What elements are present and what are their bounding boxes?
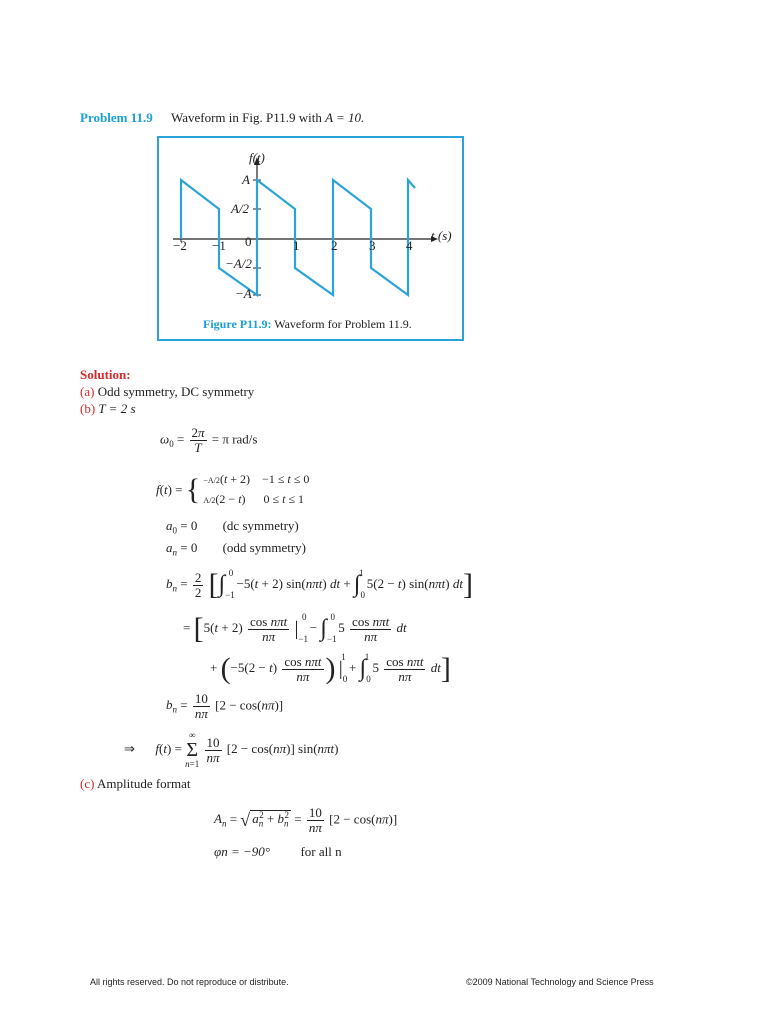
eq-phi-text: φn = −90° bbox=[214, 844, 270, 859]
eq-An: $A_n$ = √ $a_n^2 + b_n^2$ = $\frac{10}{n\pi}$ [2 − cos(nπ)] bbox=[214, 805, 398, 835]
y-tick-neg-A: −A bbox=[235, 286, 252, 301]
part-a-text: Odd symmetry, DC symmetry bbox=[97, 384, 255, 399]
x-tick-label: 2 bbox=[331, 238, 338, 253]
eq-bn-step1: = [5(t + 2) $\frac{\text{cos nπt}}{n\pi}$ $|_{-1}^0 - \int_{-1}^0$ 5 $\frac{\text{cos nπt}}{n\pi}$ dt bbox=[183, 612, 407, 646]
footer-left: All rights reserved. Do not reproduce or distribute. bbox=[90, 977, 289, 987]
y-tick-neg-A-half: −A/2 bbox=[225, 256, 252, 271]
part-c-text: Amplitude format bbox=[96, 776, 191, 791]
problem-label: Problem 11.9 bbox=[80, 110, 153, 125]
figure-caption-text: Waveform for Problem 11.9. bbox=[274, 317, 412, 331]
y-tick-zero: 0 bbox=[245, 234, 252, 249]
eq-a0: $a_0 = 0$ (dc symmetry) bbox=[166, 518, 299, 536]
waveform-plot bbox=[159, 138, 462, 339]
x-tick-label: 3 bbox=[369, 238, 376, 253]
solution-heading: Solution: bbox=[80, 367, 131, 382]
part-a-label: (a) bbox=[80, 384, 95, 399]
part-b-label: (b) bbox=[80, 401, 96, 416]
part-a bbox=[80, 384, 254, 400]
y-tick-A: A bbox=[242, 172, 250, 187]
figure-caption-label: Figure P11.9: bbox=[203, 317, 272, 331]
eq-omega0-tail: = π rad/s bbox=[211, 431, 258, 447]
problem-text: Waveform in Fig. P11.9 with bbox=[170, 110, 322, 125]
footer-right: ©2009 National Technology and Science Press bbox=[466, 977, 654, 987]
eq-phi bbox=[214, 844, 342, 860]
eq-ft-piecewise: f(t) = { −A/2(t + 2) −1 ≤ t ≤ 0 A/2(2 − t) 0 ≤ t ≤ 1 bbox=[156, 472, 310, 506]
eq-phi-note: for all n bbox=[300, 844, 342, 859]
part-c-label: (c) bbox=[80, 776, 95, 791]
problem-a-value: A = 10. bbox=[325, 110, 365, 125]
t-axis-label: t (s) bbox=[431, 228, 452, 243]
eq-bn-integral: $b_n$ = $\frac{2}{2}$ [$\int_{-1}^0 -5(t + 2)$ sin(nπt) dt + $\int_0^1$ 5(2 − t) sin(nπt) dt] bbox=[166, 568, 473, 602]
y-axis-label: f(t) bbox=[249, 150, 265, 165]
part-b-text: T = 2 s bbox=[98, 401, 136, 416]
figure-box bbox=[157, 136, 464, 341]
eq-an-note: (odd symmetry) bbox=[222, 540, 306, 555]
y-tick-A-half: A/2 bbox=[231, 201, 250, 216]
eq-a0-note: (dc symmetry) bbox=[222, 518, 299, 533]
eq-omega0: $\omega_0$ = $\frac{2\pi}{T}$ = π rad/s bbox=[160, 425, 258, 455]
part-b bbox=[80, 401, 136, 417]
eq-ft-series: ⇒ f(t) = ∞ Σ n=1 $\frac{10}{n\pi}$ [2 − cos(nπ)] sin(nπt) bbox=[124, 730, 339, 769]
problem-header bbox=[80, 110, 364, 126]
eq-bn-step2: + (−5(2 − t) $\frac{\text{cos nπt}}{n\pi}$ ) $|_0^1 + \int_0^1$ 5 $\frac{\text{cos nπt}}{n\pi}$ dt] bbox=[210, 652, 451, 686]
part-c bbox=[80, 776, 191, 792]
x-tick-label: −2 bbox=[173, 238, 187, 253]
figure-caption bbox=[203, 317, 412, 332]
eq-an: $a_n = 0$ (odd symmetry) bbox=[166, 540, 306, 558]
x-tick-label: −1 bbox=[212, 238, 226, 253]
eq-bn-result: $b_n$ = $\frac{10}{n\pi}$ [2 − cos(nπ)] bbox=[166, 691, 284, 721]
x-tick-label: 4 bbox=[406, 238, 413, 253]
x-tick-label: 1 bbox=[293, 238, 300, 253]
